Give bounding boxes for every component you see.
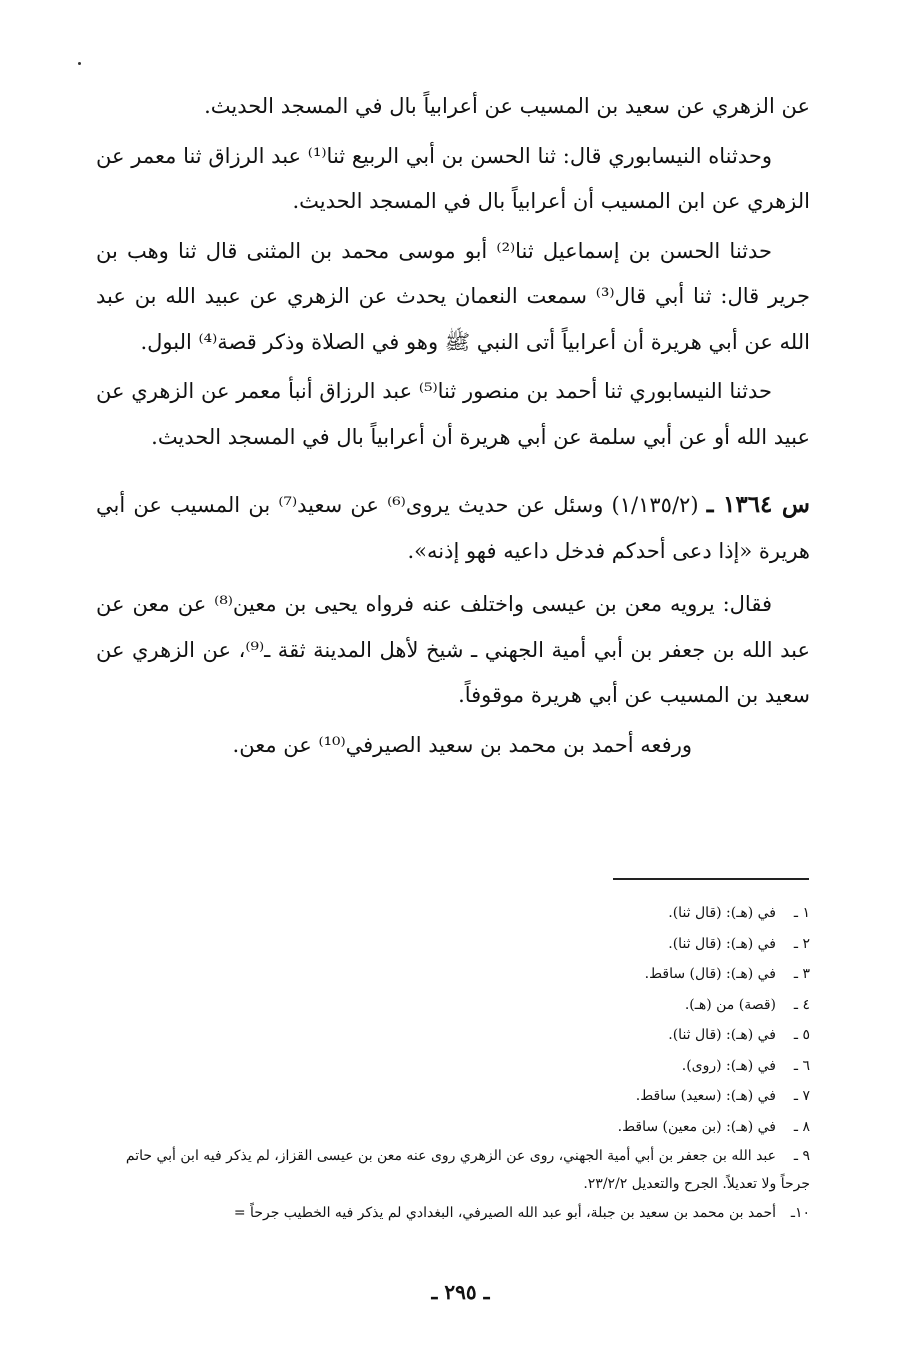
question-number: س ١٣٦٤ ـ [706,491,811,518]
footnotes [96,898,810,1229]
paragraph-3: حدثنا الحسن بن إسماعيل ثنا⁽²⁾ أبو موسى محمد بن المثنى قال ثنا وهب بن جرير قال: ثنا أبي قال⁽³⁾ سمعت النعمان يحدث عن الزهري عن عبيد الله بن عبد الله عن أبي هريرة أن أعرابياً أتى النبي ﷺ وهو في الصلاة وذكر قصة⁽⁴⁾ البول. [96,238,810,354]
answer-paragraph-2: ورفعه أحمد بن محمد بن سعيد الصيرفي⁽¹⁰⁾ عن معن. [232,732,692,757]
footnote-10: ١٠ـأحمد بن محمد بن سعيد بن جبلة، أبو عبد الله الصيرفي، البغدادي لم يذكر فيه الخطيب جرحاً = [233,1205,810,1221]
footnote-7: ٧ ـفي (هـ): (سعيد) ساقط. [635,1088,810,1104]
page-number: ـ ٢٩٥ ـ [431,1280,490,1304]
footnote-1: ١ ـفي (هـ): (قال ثنا). [668,905,810,921]
footnote-5: ٥ ـفي (هـ): (قال ثنا). [668,1027,810,1043]
paragraph-1: عن الزهري عن سعيد بن المسيب عن أعرابياً بال في المسجد الحديث. [204,94,810,118]
footnote-4: ٤ ـ(قصة) من (هـ). [684,996,810,1013]
footnote-9: ٩ ـعبد الله بن جعفر بن أبي أمية الجهني، روى عن الزهري روى عنه معن بن عيسى القزاز، لم يذكر فيه ابن أبي حاتم جرحاً ولا تعديلاً. الجرح والتعديل ٢٣/٢/٢. [125,1148,810,1192]
paragraph-2: وحدثناه النيسابوري قال: ثنا الحسن بن أبي الربيع ثنا⁽¹⁾ عبد الرزاق ثنا معمر عن الزهري عن ابن المسيب أن أعرابياً بال في المسجد الحديث. [96,143,810,213]
question-1364 [96,482,810,574]
paragraph-4: حدثنا النيسابوري ثنا أحمد بن منصور ثنا⁽⁵⁾ عبد الرزاق أنبأ معمر عن الزهري عن عبيد الله أو عن أبي سلمة عن أبي هريرة أن أعرابياً بال في المسجد الحديث. [96,379,810,449]
footnote-2: ٢ ـفي (هـ): (قال ثنا). [668,935,810,952]
footnote-separator [613,878,809,880]
footnote-3: ٣ ـفي (هـ): (قال) ساقط. [644,966,810,982]
footnote-8: ٨ ـفي (هـ): (بن معين) ساقط. [617,1118,810,1135]
main-text [96,84,810,772]
question-text: (١/١٣٥/٢) وسئل عن حديث يروى⁽⁶⁾ عن سعيد⁽⁷⁾ بن المسيب عن أبي هريرة «إذا دعى أحدكم فدخل داعيه فهو إذنه». [96,493,810,563]
answer-paragraph-1: فقال: يرويه معن بن عيسى واختلف عنه فرواه يحيى بن معين⁽⁸⁾ عن معن عن عبد الله بن جعفر بن أبي أمية الجهني ـ شيخ لأهل المدينة ثقة ـ⁽⁹⁾، عن الزهري عن سعيد بن المسيب عن أبي هريرة موقوفاً. [96,592,810,707]
footnote-6: ٦ ـفي (هـ): (روى). [681,1057,810,1074]
scan-speck [78,62,81,65]
